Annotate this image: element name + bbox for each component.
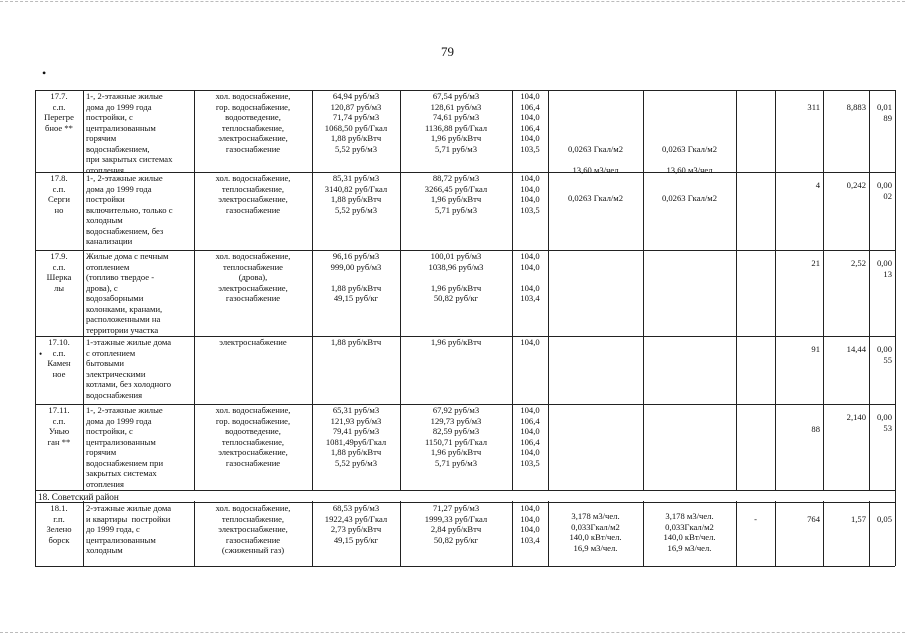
table-cell-value-b: 0,00 02 xyxy=(876,180,892,201)
table-cell-index: 104,0 104,0 104,0 103,4 xyxy=(520,251,540,303)
table-cell-tariff-old: 68,53 руб/м3 1922,43 руб/Гкал 2,73 руб/кВтч 49,15 руб/кг xyxy=(324,503,388,545)
table-row-line xyxy=(35,490,895,491)
table-cell-num: 17.10. с.п. Камен ное xyxy=(47,337,71,379)
table-cell-desc: 1-этажные жилые дома с отоплением бытовыми электрическими котлами, без холодного водоснабжения xyxy=(86,337,172,400)
bullet-mark: • xyxy=(42,66,47,80)
section-row-band xyxy=(36,491,894,501)
table-cell-tariff-new: 71,27 руб/м3 1999,33 руб/Гкал 2,84 руб/кВтч 50,82 руб/кг xyxy=(424,503,488,545)
table-cell-services: хол. водоснабжение, теплоснабжение, электроснабжение, газоснабжение (сжиженный газ) xyxy=(215,503,291,555)
table-cell-value-b: 0,05 xyxy=(876,514,892,524)
table-cell-num: 17.9. с.п. Шерка лы xyxy=(46,251,72,293)
table-cell-num: 18.1. г.п. Зелено борск xyxy=(46,503,72,545)
scan-bottom-edge xyxy=(0,632,905,633)
table-cell-extra: - xyxy=(754,514,757,524)
table-cell-value-b: 0,01 89 xyxy=(876,102,892,123)
table-cell-tariff-old: 1,88 руб/кВтч xyxy=(330,337,382,347)
table-cell-norm-new: 0,0263 Гкал/м2 13,60 м3/чел xyxy=(661,143,718,175)
section-header: 18. Советский район xyxy=(38,492,119,502)
bullet-mark-row: • xyxy=(39,349,43,359)
table-cell-value-a: 1,57 xyxy=(850,514,866,524)
table-row-line xyxy=(35,566,895,567)
table-cell-services: хол. водоснабжение, теплоснабжение, электроснабжение, газоснабжение xyxy=(215,173,291,215)
table-cell-tariff-old: 96,16 руб/м3 999,00 руб/м3 1,88 руб/кВтч 49,15 руб/кг xyxy=(330,251,382,303)
table-cell-population: 21 xyxy=(811,258,820,268)
table-cell-tariff-old: 65,31 руб/м3 121,93 руб/м3 79,41 руб/м3 1081,49руб/Гкал 1,88 руб/кВтч 5,52 руб/м3 xyxy=(325,405,387,468)
table-cell-value-a: 2,52 xyxy=(850,258,866,268)
table-cell-tariff-new: 67,54 руб/м3 128,61 руб/м3 74,61 руб/м3 1136,88 руб/Гкал 1,96 руб/кВтч 5,71 руб/м3 xyxy=(424,91,488,154)
table-cell-value-b: 0,00 13 xyxy=(876,258,892,279)
table-cell-tariff-old: 85,31 руб/м3 3140,82 руб/Гкал 1,88 руб/кВтч 5,52 руб/м3 xyxy=(324,173,388,215)
table-cell-desc: Жилые дома с печным отоплением (топливо твердое - дрова), с водозаборными колонками, кранами, расположенными на территории участка xyxy=(86,251,169,335)
table-cell-population: 311 xyxy=(807,102,820,112)
table-cell-value-a: 8,883 xyxy=(846,102,866,112)
table-cell-desc: 2-этажные жилые дома и квартиры постройки до 1999 года, с централизованным холодным xyxy=(86,503,172,555)
table-cell-tariff-new: 1,96 руб/кВтч xyxy=(430,337,482,347)
table-cell-tariff-new: 88,72 руб/м3 3266,45 руб/Гкал 1,96 руб/кВтч 5,71 руб/м3 xyxy=(424,173,488,215)
table-cell-norm-old: 3,178 м3/чел. 0,033Гкал/м2 140,0 кВт/чел. 16,9 м3/чел. xyxy=(569,511,622,553)
table-cell-population: 91 xyxy=(811,344,820,354)
table-cell-services: электроснабжение xyxy=(219,337,287,347)
table-cell-value-b: 0,00 55 xyxy=(876,344,892,365)
table-cell-tariff-old: 64,94 руб/м3 120,87 руб/м3 71,74 руб/м3 1068,50 руб/Гкал 1,88 руб/кВтч 5,52 руб/м3 xyxy=(324,91,388,154)
table-cell-population: 764 xyxy=(807,514,820,524)
table-cell-desc: 1-, 2-этажные жилые дома до 1999 года постройки, с централизованным горячим водоснабжением, при закрытых системах отопления xyxy=(86,91,173,175)
table-cell-norm-old: 0,0263 Гкал/м2 13,60 м3/чел xyxy=(567,143,624,175)
table-cell-num: 17.11. с.п. Унью ган ** xyxy=(47,405,71,447)
table-cell-population: 4 xyxy=(815,180,820,190)
table-cell-population: 88 xyxy=(811,424,820,434)
table-cell-services: хол. водоснабжение, гор. водоснабжение, водоотведение, теплоснабжение, электроснабжение, газоснабжение xyxy=(215,405,291,468)
table-cell-value-a: 14,44 xyxy=(846,344,866,354)
table-cell-services: хол. водоснабжение, гор. водоснабжение, водоотведение, теплоснабжение, электроснабжение, газоснабжение xyxy=(215,91,291,154)
table-cell-norm-new: 3,178 м3/чел. 0,033Гкал/м2 140,0 кВт/чел. 16,9 м3/чел. xyxy=(663,511,716,553)
table-cell-index: 104,0 106,4 104,0 106,4 104,0 103,5 xyxy=(520,405,540,468)
table-cell-value-a: 2,140 xyxy=(846,412,866,422)
table-column-line xyxy=(895,90,896,566)
table-cell-norm-new: 0,0263 Гкал/м2 xyxy=(661,192,718,203)
table-cell-norm-old: 0,0263 Гкал/м2 xyxy=(567,192,624,203)
table-cell-desc: 1-, 2-этажные жилые дома до 1999 года постройки, с централизованным горячим водоснабжением при закрытых системах отопления xyxy=(86,405,164,489)
table-cell-index: 104,0 104,0 104,0 103,5 xyxy=(520,173,540,215)
table-cell-value-b: 0,00 53 xyxy=(876,412,892,433)
table-cell-value-a: 0,242 xyxy=(846,180,866,190)
table-cell-num: 17.7. с.п. Перегре бное ** xyxy=(44,91,74,133)
table-cell-index: 104,0 106,4 104,0 106,4 104,0 103,5 xyxy=(520,91,540,154)
table-cell-tariff-new: 67,92 руб/м3 129,73 руб/м3 82,59 руб/м3 1150,71 руб/Гкал 1,96 руб/кВтч 5,71 руб/м3 xyxy=(424,405,488,468)
scan-top-edge xyxy=(0,1,905,2)
page-number: 79 xyxy=(441,44,454,59)
table-cell-services: хол. водоснабжение, теплоснабжение (дрова), электроснабжение, газоснабжение xyxy=(215,251,291,303)
table-cell-tariff-new: 100,01 руб/м3 1038,96 руб/м3 1,96 руб/кВтч 50,82 руб/кг xyxy=(428,251,484,303)
table-cell-index: 104,0 104,0 104,0 103,4 xyxy=(520,503,540,545)
table-cell-index: 104,0 xyxy=(520,337,540,347)
table-cell-desc: 1-, 2-этажные жилые дома до 1999 года постройки включительно, только с холодным водоснабжением, без канализации xyxy=(86,173,173,246)
table-cell-num: 17.8. с.п. Серги но xyxy=(47,173,71,215)
